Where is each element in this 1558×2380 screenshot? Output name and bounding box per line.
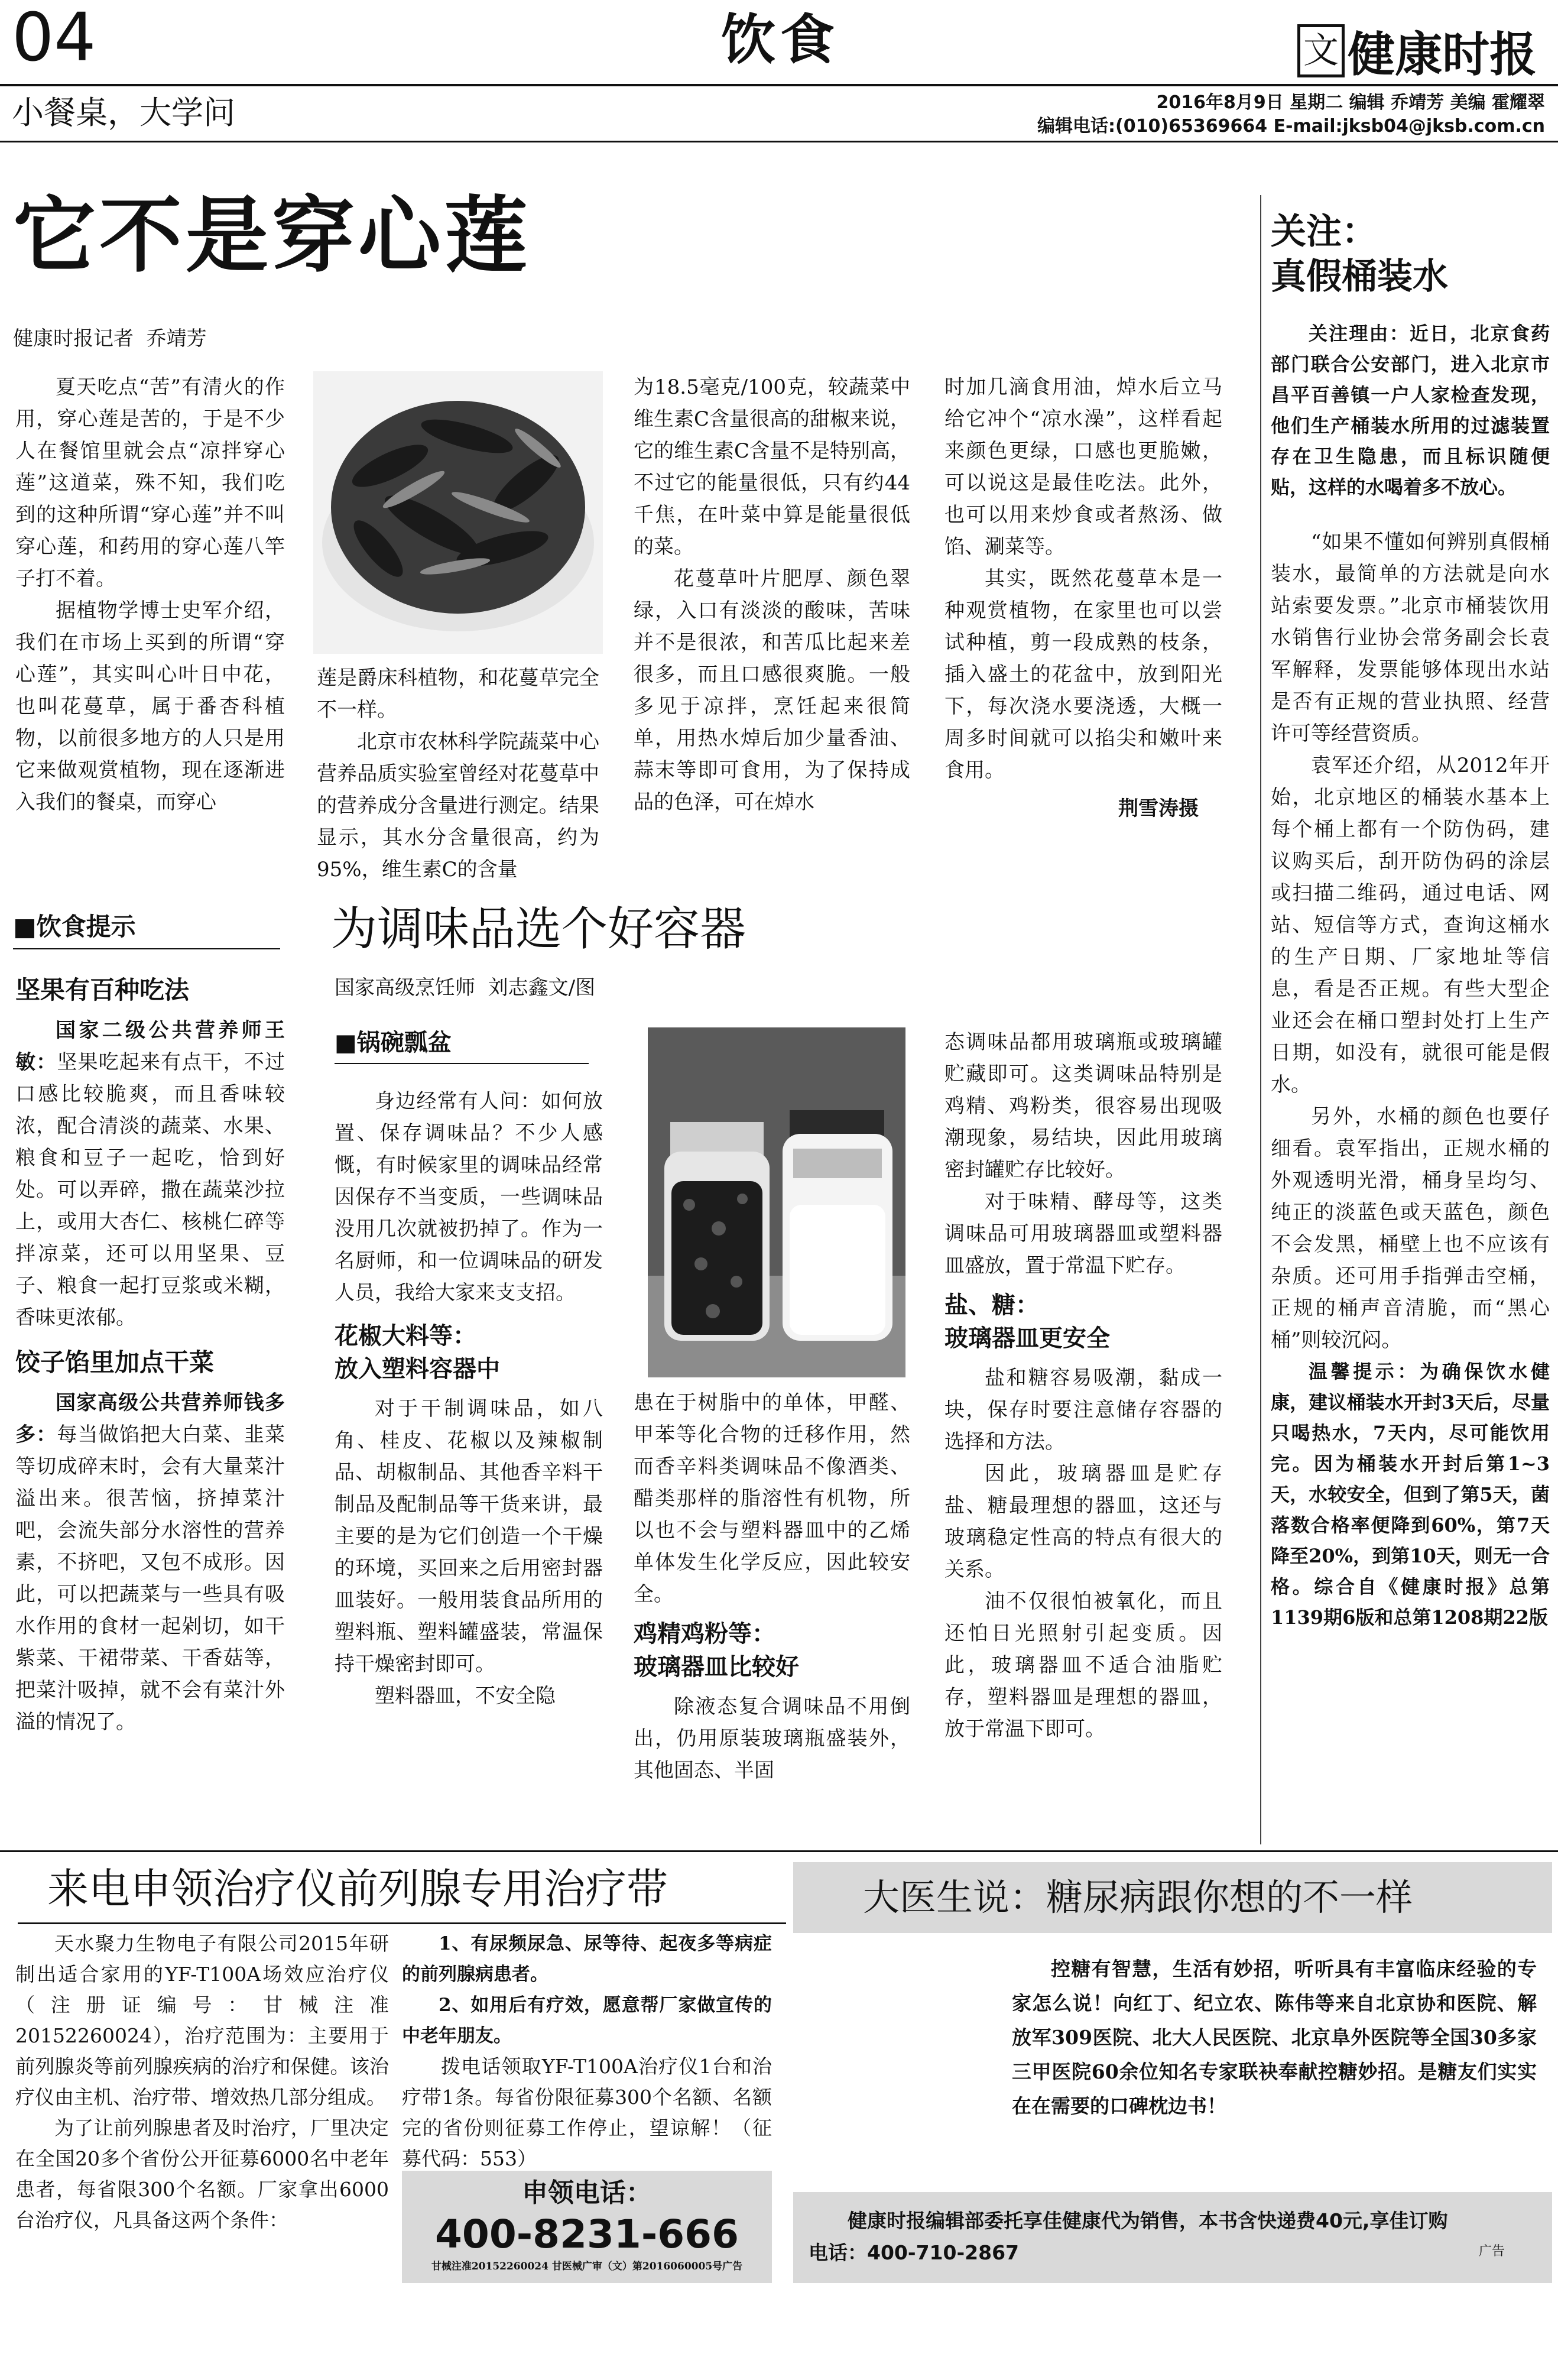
lead-col-4	[944, 371, 1222, 826]
ad-left-paragraph: 为了让前列腺患者及时治疗，厂里决定在全国20多个省份公开征募6000名中老年患者，每省限300个名额。厂家拿出6000台治疗仪，凡具备这两个条件：	[15, 2116, 389, 2232]
subhead-3a: 盐、糖：	[944, 1292, 1039, 1319]
container-paragraph: 油不仅很怕被氧化，而且还怕日光照射引起变质。因此，玻璃器皿不适合油脂贮存，塑料器皿是理想的器皿，放于常温下即可。	[944, 1590, 1222, 1741]
tip-text-dumpling	[15, 1387, 285, 1738]
ad-left-phone-box	[402, 2171, 772, 2283]
container-col-2	[634, 1387, 910, 1786]
container-paragraph: 对于干制调味品，如八角、桂皮、花椒以及辣椒制品、胡椒制品、其他香辛料干制品及配制品等干货来讲，最主要的是为它们创造一个干燥的环境，买回来之后用密封器皿装好。一般用装食品所用的塑料瓶、塑料罐盛装，常温保持干燥密封即可。	[335, 1397, 603, 1676]
column-name: 小餐桌，大学问	[12, 94, 235, 131]
lead-paragraph: 其实，既然花蔓草本是一种观赏植物，在家里也可以尝试种植，剪一段成熟的枝条，插入盛土的花盆中，放到阳光下，每次浇水要浇透，大概一周多时间就可以掐尖和嫩叶来食用。	[944, 567, 1222, 782]
masthead-rule-2	[0, 141, 1558, 142]
ad-left-col-2	[402, 1928, 772, 2174]
container-paragraph: 因此，玻璃器皿是贮存盐、糖最理想的器皿，这还与玻璃稳定性高的特点有很大的关系。	[944, 1462, 1222, 1581]
tip-body-nuts: 坚果吃起来有点干，不过口感比较脆爽，而且香味较浓，配合清淡的蔬菜、水果、粮食和豆子一起吃，恰到好处。可以弄碎，撒在蔬菜沙拉上，或用大杏仁、核桃仁碎等拌凉菜，还可以用坚果、豆子、粮食一起打豆浆或米糊，香味更浓郁。	[15, 1050, 285, 1330]
lead-paragraph: 时加几滴食用油，焯水后立马给它冲个“凉水澡”，这样看起来颜色更绿，口感也更脆嫩，可以说这是最佳吃法。此外，也可以用来炒食或者熬汤、做馅、涮菜等。	[944, 375, 1222, 559]
container-paragraph: 除液态复合调味品不用倒出，仍用原装玻璃瓶盛装外，其他固态、半固	[634, 1695, 910, 1782]
subhead-3b: 玻璃器皿更安全	[944, 1325, 1110, 1352]
masthead-rule	[0, 84, 1558, 86]
lead-paragraph: 花蔓草叶片肥厚、颜色翠绿，入口有淡淡的酸味，苦味并不是很浓，和苦瓜比起来差很多，而且口感很爽脆。一般多见于凉拌，烹饪起来很简单，用热水焯后加少量香油、蒜末等即可食用，为了保持成品的色泽，可在焯水	[634, 567, 910, 814]
ad-right-title: 大医生说：糖尿病跟你想的不一样	[863, 1876, 1413, 1919]
ad-right-ad-mark: 广告	[1478, 2244, 1505, 2259]
ad-left-paragraph: 天水聚力生物电子有限公司2015年研制出适合家用的YF-T100A场效应治疗仪（注册证编号：甘械注准20152260024），治疗范围为：主要用于前列腺炎等前列腺疾病的治疗和保健。该治疗仪由主机、治疗带、增效热几部分组成。	[15, 1932, 389, 2109]
lead-paragraph: 莲是爵床科植物，和花蔓草完全不一样。	[317, 666, 599, 722]
ad-right-bottom-text: 健康时报编辑部委托享佳健康代为销售，本书含快递费40元,享佳订购电话：400-710-2867	[809, 2209, 1448, 2264]
contact-line: 编辑电话:(010)65369664 E-mail:jksb04@jksb.com.cn	[1037, 116, 1545, 137]
lead-paragraph: 夏天吃点“苦”有清火的作用，穿心莲是苦的，于是不少人在餐馆里就会点“凉拌穿心莲”这道菜，殊不知，我们吃到的这种所谓“穿心莲”并不叫穿心莲，和药用的穿心莲八竿子打不着。	[15, 375, 285, 591]
lead-paragraph: 为18.5毫克/100克，较蔬菜中维生素C含量很高的甜椒来说，它的维生素C含量不是特别高，不过它的能量很低，只有约44千焦，在叶菜中算是能量很低的菜。	[634, 375, 911, 559]
tips-header-rule	[13, 948, 280, 949]
ad-right-bottom-box	[793, 2192, 1552, 2283]
ad-left-title: 来电申领治疗仪前列腺专用治疗带	[47, 1865, 668, 1913]
container-paragraph: 盐和糖容易吸潮，黏成一块，保存时要注意储存容器的选择和方法。	[944, 1366, 1222, 1454]
subhead-1a: 花椒大料等：	[335, 1322, 476, 1350]
water-reason: 关注理由：近日，北京食药部门联合公安部门，进入北京市昌平百善镇一户人家检查发现，他们生产桶装水所用的过滤装置存在卫生隐患，而且标识随便贴，这样的水喝着多不放心。	[1271, 322, 1550, 498]
water-paragraph: 袁军还介绍，从2012年开始，北京地区的桶装水基本上每个桶上都有一个防伪码，建议购买后，刮开防伪码的涂层或扫描二维码，通过电话、网站、短信等方式，查询这桶水的生产日期、厂家地址等信息，看是否正规。有些大型企业还会在桶口塑封处打上生产日期，如没有，就很可能是假水。	[1271, 754, 1550, 1097]
phone-label: 申领电话：	[522, 2178, 652, 2208]
container-byline: 国家高级烹饪师 刘志鑫文/图	[335, 976, 596, 1000]
ad-left-col-1	[15, 1928, 389, 2236]
ad-right-body	[1012, 1952, 1537, 2123]
section-title: 饮食	[721, 8, 840, 72]
tip-author-dumpling: 国家高级公共营养师钱多多：	[15, 1391, 285, 1447]
container-col-1	[335, 1026, 603, 1712]
ad-left-fine-print: 甘械注准20152260024 甘医械广审（文）第2016060005号广告	[431, 2261, 743, 2272]
lead-col-1	[15, 371, 285, 818]
page-number: 04	[12, 0, 96, 76]
vegetable-photo-icon	[313, 371, 603, 654]
tip-title-dumpling: 饺子馅里加点干菜	[15, 1348, 215, 1377]
ads-divider	[0, 1850, 1558, 1852]
water-tip: 温馨提示：为确保饮水健康，建议桶装水开封3天后，尽量只喝热水，7天内，尽可能饮用完。因为桶装水开封后第1~3天，水较安全，但到了第5天，菌落数合格率便降到60%，第7天降至20%，到第10天，则无一合格。综合自《健康时报》总第1139期6版和总第1208期22版	[1271, 1360, 1550, 1629]
water-kicker: 关注：	[1271, 211, 1377, 252]
logo-seal-icon: 文	[1297, 24, 1345, 77]
subhead-2b: 玻璃器皿比较好	[634, 1653, 799, 1681]
ad-left-paragraph: 拨电话领取YF-T100A治疗仪1台和治疗带1条。每省份限征募300个名额、名额完的省份则征募工作停止，望谅解！（征募代码：553）	[402, 2055, 772, 2170]
water-title: 真假桶装水	[1271, 256, 1448, 297]
ad-left-condition: 2、如用后有疗效，愿意帮厂家做宣传的中老年朋友。	[402, 1995, 772, 2047]
glass-jars-photo	[648, 1027, 905, 1377]
photo-credit: 荆雪涛摄	[1118, 797, 1199, 821]
lead-col-2	[317, 662, 599, 886]
ad-right-text: 控糖有智慧，生活有妙招，听听具有丰富临床经验的专家怎么说！向红丁、纪立农、陈伟等来自北京协和医院、解放军309医院、北大人民医院、北京阜外医院等全国30多家三甲医院60余位知名专家联袂奉献控糖妙招。是糖友们实实在在需要的口碑枕边书！	[1012, 1957, 1537, 2118]
water-paragraph: 另外，水桶的颜色也要仔细看。袁军指出，正规水桶的外观透明光滑，桶身呈均匀、纯正的淡蓝色或天蓝色，颜色不会发黑，桶壁上也不应该有杂质。还可用手指弹击空桶，正规的桶声音清脆，而“黑心桶”则较沉闷。	[1271, 1105, 1550, 1352]
lead-title: 它不是穿心莲	[13, 188, 531, 284]
ad-left-title-rule	[18, 1922, 786, 1924]
container-paragraph: 塑料器皿，不安全隐	[375, 1684, 556, 1708]
tips-header: ■饮食提示	[13, 912, 136, 941]
phone-number: 400-8231-666	[434, 2212, 739, 2257]
column-divider	[1260, 195, 1261, 1844]
container-intro: 身边经常有人问：如何放置、保存调味品？不少人感慨，有时候家里的调味品经常因保存不当变质，一些调味品没用几次就被扔掉了。作为一名厨师，和一位调味品的研发人员，我给大家来支支招。	[335, 1090, 603, 1305]
container-paragraph: 患在于树脂中的单体，甲醛、甲苯等化合物的迁移作用，然而香辛料类调味品不像酒类、醋类那样的脂溶性有机物，所以也不会与塑料器皿中的乙烯单体发生化学反应，因此较安全。	[634, 1391, 910, 1606]
lead-paragraph: 据植物学博士史军介绍，我们在市场上买到的所谓“穿心莲”，其实叫心叶日中花，也叫花蔓草，属于番杏科植物，以前很多地方的人只是用它来做观赏植物，现在逐渐进入我们的餐桌，而穿心	[15, 599, 285, 814]
ad-left-condition: 1、有尿频尿急、尿等待、起夜多等病症的前列腺病患者。	[402, 1933, 772, 1985]
container-col-3	[944, 1026, 1222, 1745]
ad-right-title-box	[793, 1862, 1552, 1933]
vegetable-photo	[313, 371, 603, 654]
container-paragraph: 态调味品都用玻璃瓶或玻璃罐贮藏即可。这类调味品特别是鸡精、鸡粉类，很容易出现吸潮现象，易结块，因此用玻璃密封罐贮存比较好。	[944, 1030, 1222, 1182]
paper-logo	[1297, 17, 1551, 82]
tip-author-nuts: 国家二级公共营养师王敏：	[15, 1019, 285, 1074]
tip-text-nuts	[15, 1014, 285, 1334]
subhead-1b: 放入塑料容器中	[335, 1356, 500, 1383]
column-tag: ■锅碗瓢盆	[335, 1029, 452, 1056]
glass-jars-photo-icon	[648, 1027, 905, 1377]
container-paragraph: 对于味精、酵母等，这类调味品可用玻璃器皿或塑料器皿盛放，置于常温下贮存。	[944, 1190, 1222, 1277]
date-line: 2016年8月9日 星期二 编辑 乔靖芳 美编 霍耀翠	[1156, 92, 1545, 113]
container-title: 为调味品选个好容器	[331, 903, 746, 956]
lead-byline: 健康时报记者 乔靖芳	[13, 327, 207, 351]
tip-title-nuts: 坚果有百种吃法	[15, 975, 190, 1004]
lead-col-3	[634, 371, 910, 818]
subhead-2a: 鸡精鸡粉等：	[634, 1620, 775, 1648]
tips-sidebar	[15, 969, 285, 1738]
lead-paragraph: 北京市农林科学院蔬菜中心营养品质实验室曾经对花蔓草中的营养成分含量进行测定。结果显示，其水分含量很高，约为95%，维生素C的含量	[317, 730, 599, 881]
paper-name: 健康时报	[1348, 27, 1537, 82]
water-article	[1271, 210, 1550, 1633]
tip-body-dumpling: 每当做馅把大白菜、韭菜等切成碎末时，会有大量菜汁溢出来。很苦恼，挤掉菜汁吧，会流失部分水溶性的营养素，不挤吧，又包不成形。因此，可以把蔬菜与一些具有吸水作用的食材一起剁切，如干紫菜、干裙带菜、干香菇等，把菜汁吸掉，就不会有菜汁外溢的情况了。	[15, 1423, 285, 1734]
water-paragraph: “如果不懂如何辨别真假桶装水，最简单的方法就是向水站索要发票。”北京市桶装饮用水销售行业协会常务副会长袁军解释，发票能够体现出水站是否有正规的营业执照、经营许可等经营资质。	[1271, 530, 1550, 745]
